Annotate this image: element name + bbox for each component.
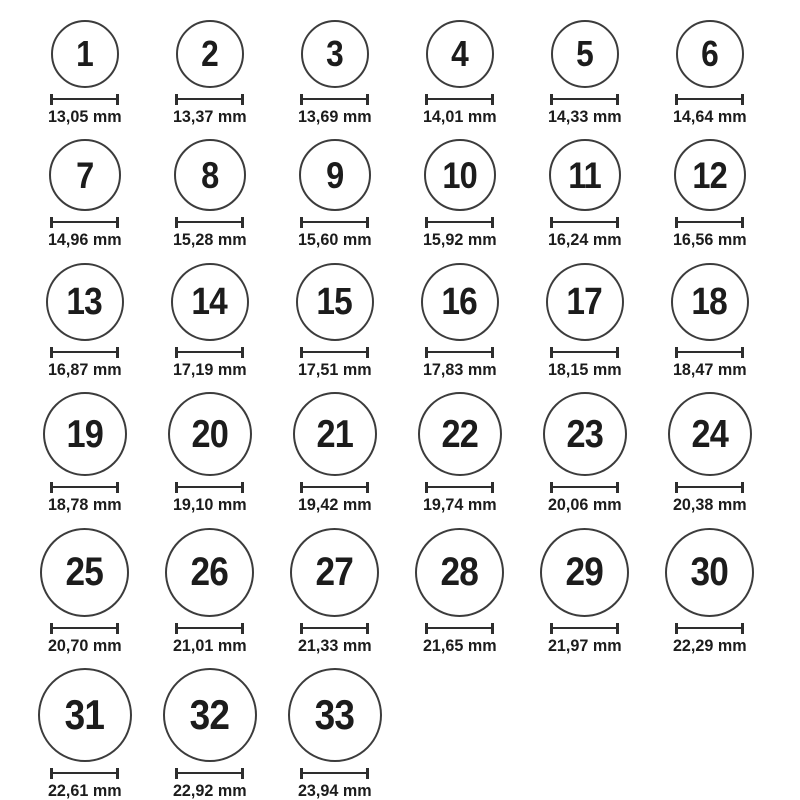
ruler-line <box>553 98 616 100</box>
diameter-label: 18,15 mm <box>547 359 622 379</box>
ring-size-item <box>22 20 147 127</box>
chart-row <box>22 263 800 380</box>
diameter-label: 20,70 mm <box>47 635 122 655</box>
diameter-ruler <box>425 482 494 493</box>
diameter-ruler <box>300 94 369 105</box>
diameter-ruler <box>550 94 619 105</box>
ring-size-number: 25 <box>65 550 104 595</box>
ruler-line <box>428 221 491 223</box>
ring-size-number: 10 <box>442 154 477 196</box>
ruler-line <box>178 627 241 629</box>
diameter-label: 13,37 mm <box>172 107 247 126</box>
ring-circle <box>415 528 504 617</box>
ring-size-number: 9 <box>325 154 344 196</box>
ruler-line <box>178 351 241 353</box>
ring-circle <box>293 392 377 476</box>
ring-circle <box>40 528 129 617</box>
ring-size-item <box>147 20 272 127</box>
diameter-ruler <box>50 347 119 358</box>
ruler-line <box>678 221 741 223</box>
ring-size-item <box>522 139 647 250</box>
ring-size-number: 19 <box>66 412 103 456</box>
ring-size-item <box>22 392 147 515</box>
ring-size-number: 27 <box>315 550 354 595</box>
diameter-ruler <box>50 482 119 493</box>
diameter-label: 14,01 mm <box>422 107 497 126</box>
ring-circle <box>543 392 627 476</box>
ring-size-item <box>147 263 272 380</box>
ruler-line <box>678 627 741 629</box>
ruler-line <box>428 486 491 488</box>
ring-size-item <box>522 528 647 656</box>
diameter-ruler <box>50 623 119 634</box>
ring-size-number: 20 <box>191 412 228 456</box>
ring-circle <box>174 139 246 211</box>
ring-size-number: 11 <box>568 154 601 196</box>
diameter-label: 23,94 mm <box>297 780 372 800</box>
ring-size-number: 5 <box>576 33 593 74</box>
ring-size-item <box>522 263 647 380</box>
diameter-ruler <box>50 94 119 105</box>
ring-size-item <box>22 528 147 656</box>
diameter-label: 18,47 mm <box>672 359 747 379</box>
ring-circle <box>426 20 494 88</box>
ring-circle <box>546 263 624 341</box>
ring-size-item <box>272 668 397 800</box>
diameter-label: 17,83 mm <box>422 359 497 379</box>
ring-size-item <box>147 139 272 250</box>
ring-size-number: 18 <box>691 280 728 323</box>
ruler-line <box>678 351 741 353</box>
diameter-ruler <box>50 217 119 228</box>
ruler-line <box>678 486 741 488</box>
ring-size-number: 23 <box>566 412 603 456</box>
diameter-ruler <box>300 623 369 634</box>
ring-size-item <box>647 392 772 515</box>
ring-size-item <box>22 668 147 800</box>
chart-row <box>22 139 800 250</box>
ring-size-number: 22 <box>441 412 478 456</box>
ruler-line <box>303 627 366 629</box>
diameter-label: 20,06 mm <box>547 495 622 515</box>
diameter-ruler <box>300 347 369 358</box>
ring-circle <box>665 528 754 617</box>
ring-circle <box>165 528 254 617</box>
diameter-label: 14,33 mm <box>547 107 622 126</box>
ring-circle <box>168 392 252 476</box>
ruler-line <box>178 98 241 100</box>
ring-size-number: 17 <box>566 280 603 323</box>
ring-size-item <box>272 20 397 127</box>
ring-size-number: 2 <box>201 33 218 74</box>
chart-row <box>22 668 800 800</box>
ring-size-number: 8 <box>200 154 219 196</box>
ring-circle <box>163 668 257 762</box>
ring-circle <box>671 263 749 341</box>
ring-circle <box>46 263 124 341</box>
ruler-line <box>53 772 116 774</box>
ruler-line <box>53 486 116 488</box>
diameter-ruler <box>300 482 369 493</box>
chart-row <box>22 20 800 127</box>
diameter-label: 16,24 mm <box>547 230 622 250</box>
ring-circle <box>290 528 379 617</box>
ring-size-number: 14 <box>191 280 228 323</box>
ring-size-item <box>647 20 772 127</box>
diameter-label: 20,38 mm <box>672 495 747 515</box>
ring-size-item <box>22 263 147 380</box>
diameter-ruler <box>550 217 619 228</box>
ring-circle <box>288 668 382 762</box>
ruler-line <box>303 221 366 223</box>
ring-size-item <box>147 668 272 800</box>
ring-circle <box>49 139 121 211</box>
ring-size-number: 26 <box>190 550 229 595</box>
diameter-ruler <box>550 347 619 358</box>
ring-circle <box>668 392 752 476</box>
ring-circle <box>296 263 374 341</box>
ruler-line <box>553 627 616 629</box>
diameter-ruler <box>175 623 244 634</box>
chart-row <box>22 528 800 656</box>
diameter-label: 15,92 mm <box>422 230 497 250</box>
ring-size-item <box>647 139 772 250</box>
ring-circle <box>421 263 499 341</box>
ring-size-number: 4 <box>451 33 468 74</box>
diameter-label: 19,42 mm <box>297 495 372 515</box>
diameter-ruler <box>175 94 244 105</box>
ring-circle <box>38 668 132 762</box>
ring-circle <box>424 139 496 211</box>
ring-size-item <box>397 263 522 380</box>
diameter-label: 17,51 mm <box>297 359 372 379</box>
ring-size-item <box>397 528 522 656</box>
diameter-ruler <box>675 347 744 358</box>
chart-row <box>22 392 800 515</box>
ruler-line <box>553 486 616 488</box>
diameter-label: 16,87 mm <box>47 359 122 379</box>
ruler-line <box>678 98 741 100</box>
diameter-ruler <box>675 482 744 493</box>
ring-size-number: 7 <box>75 154 94 196</box>
ring-size-item <box>147 528 272 656</box>
ring-size-number: 30 <box>690 550 729 595</box>
ruler-line <box>428 627 491 629</box>
ruler-line <box>428 98 491 100</box>
ring-size-number: 31 <box>64 690 105 738</box>
diameter-label: 15,28 mm <box>172 230 247 250</box>
ruler-line <box>178 486 241 488</box>
ring-circle <box>299 139 371 211</box>
ruler-line <box>553 351 616 353</box>
ring-size-item <box>397 139 522 250</box>
ruler-line <box>303 351 366 353</box>
diameter-label: 21,65 mm <box>422 635 497 655</box>
ruler-line <box>303 98 366 100</box>
diameter-ruler <box>175 217 244 228</box>
ring-size-item <box>272 263 397 380</box>
diameter-label: 21,01 mm <box>172 635 247 655</box>
ring-size-number: 21 <box>316 412 353 456</box>
diameter-label: 13,05 mm <box>47 107 122 126</box>
ruler-line <box>303 772 366 774</box>
ring-circle <box>551 20 619 88</box>
diameter-ruler <box>425 623 494 634</box>
ring-circle <box>676 20 744 88</box>
ring-size-number: 28 <box>440 550 479 595</box>
ruler-line <box>53 221 116 223</box>
diameter-ruler <box>550 482 619 493</box>
ring-size-item <box>147 392 272 515</box>
diameter-ruler <box>675 94 744 105</box>
ring-size-number: 29 <box>565 550 604 595</box>
ruler-line <box>178 772 241 774</box>
diameter-ruler <box>425 94 494 105</box>
ring-circle <box>418 392 502 476</box>
diameter-label: 18,78 mm <box>47 495 122 515</box>
ring-size-item <box>22 139 147 250</box>
ring-size-number: 3 <box>326 33 343 74</box>
ring-size-number: 24 <box>691 412 728 456</box>
ring-size-item <box>647 528 772 656</box>
diameter-label: 13,69 mm <box>297 107 372 126</box>
diameter-label: 19,74 mm <box>422 495 497 515</box>
ruler-line <box>178 221 241 223</box>
ring-circle <box>176 20 244 88</box>
ring-circle <box>301 20 369 88</box>
ring-size-item <box>522 20 647 127</box>
ruler-line <box>53 351 116 353</box>
ring-size-number: 6 <box>701 33 718 74</box>
diameter-label: 22,92 mm <box>172 780 247 800</box>
ruler-line <box>53 98 116 100</box>
diameter-ruler <box>425 217 494 228</box>
ruler-line <box>303 486 366 488</box>
ring-circle <box>540 528 629 617</box>
diameter-ruler <box>300 217 369 228</box>
ring-size-item <box>522 392 647 515</box>
diameter-ruler <box>425 347 494 358</box>
diameter-label: 22,29 mm <box>672 635 747 655</box>
ring-circle <box>674 139 746 211</box>
ring-size-number: 33 <box>314 690 355 738</box>
diameter-ruler <box>175 482 244 493</box>
diameter-ruler <box>175 768 244 779</box>
ring-circle <box>43 392 127 476</box>
ring-size-number: 13 <box>66 280 103 323</box>
ring-circle <box>51 20 119 88</box>
ring-size-number: 1 <box>76 33 93 74</box>
ring-size-number: 12 <box>692 154 727 196</box>
ring-size-item <box>272 139 397 250</box>
diameter-label: 21,97 mm <box>547 635 622 655</box>
ring-size-item <box>647 263 772 380</box>
diameter-ruler <box>550 623 619 634</box>
ring-size-number: 15 <box>316 280 353 323</box>
ring-size-item <box>272 392 397 515</box>
ring-size-number: 16 <box>441 280 478 323</box>
diameter-ruler <box>675 217 744 228</box>
ring-size-item <box>272 528 397 656</box>
diameter-label: 14,96 mm <box>47 230 122 250</box>
ruler-line <box>553 221 616 223</box>
ring-size-item <box>397 392 522 515</box>
diameter-label: 22,61 mm <box>47 780 122 800</box>
ring-size-item <box>397 20 522 127</box>
diameter-label: 15,60 mm <box>297 230 372 250</box>
diameter-ruler <box>300 768 369 779</box>
ring-circle <box>549 139 621 211</box>
diameter-ruler <box>50 768 119 779</box>
ruler-line <box>428 351 491 353</box>
ring-circle <box>171 263 249 341</box>
diameter-label: 16,56 mm <box>672 230 747 250</box>
diameter-label: 19,10 mm <box>172 495 247 515</box>
ruler-line <box>53 627 116 629</box>
ring-size-number: 32 <box>189 690 230 738</box>
diameter-ruler <box>675 623 744 634</box>
diameter-label: 17,19 mm <box>172 359 247 379</box>
diameter-label: 21,33 mm <box>297 635 372 655</box>
diameter-label: 14,64 mm <box>672 107 747 126</box>
diameter-ruler <box>175 347 244 358</box>
